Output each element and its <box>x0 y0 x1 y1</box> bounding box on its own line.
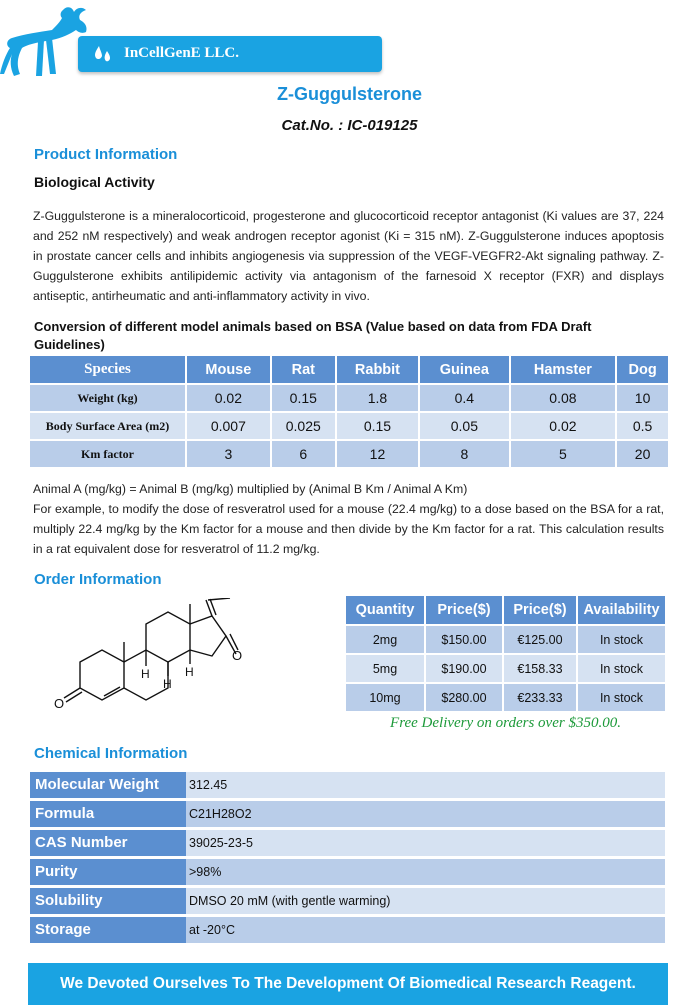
catalog-number: Cat.No. : IC-019125 <box>281 117 418 134</box>
order-info-heading: Order Information <box>34 571 162 588</box>
chem-label: Solubility <box>30 888 189 914</box>
price-header-row <box>346 596 665 624</box>
row-label-km: Km factor <box>30 441 185 467</box>
chem-row-formula <box>30 801 665 827</box>
table-cell: $280.00 <box>426 684 502 711</box>
bsa-header-mouse: Mouse <box>187 356 270 383</box>
table-row <box>30 441 668 467</box>
bio-activity-text: Z-Guggulsterone is a mineralocorticoid, progesterone and glucocorticoid receptor antagonist (Ki values are 37, 224 and 252 nM respectively) and weak androgen receptor agonist (Ki = 315 nM). Z-Guggulsterone induces apoptosis in prostate cancer cells and inhibits angiogenesis via suppression of the VEGF-VEGFR2-Akt signaling pathway. Z-Guggulsterone exhibits antilipidemic activity via antagonism of the farnesoid X receptor (FXR) and displays antiseptic, antirheumatic and anti-inflammatory activity in vivo. <box>33 209 664 303</box>
structure-label-o1: O <box>54 696 65 711</box>
chem-label: Formula <box>30 801 189 827</box>
structure-label-h1: H <box>141 667 150 681</box>
chem-row-storage <box>30 917 665 943</box>
row-label-weight: Weight (kg) <box>30 385 185 411</box>
table-cell: 0.02 <box>187 385 270 411</box>
table-cell: 0.08 <box>511 385 616 411</box>
chemical-structure-icon <box>40 598 255 728</box>
chemical-info-heading: Chemical Information <box>34 745 188 762</box>
goat-logo-icon <box>0 4 110 78</box>
table-cell: €125.00 <box>504 626 576 653</box>
table-cell: 3 <box>187 441 270 467</box>
table-cell: 12 <box>337 441 418 467</box>
table-row <box>346 655 665 682</box>
bio-activity-heading: Biological Activity <box>34 174 155 190</box>
bsa-header-dog: Dog <box>617 356 668 383</box>
free-delivery-note: Free Delivery on orders over $350.00. <box>390 715 621 731</box>
chem-value: at -20°C <box>186 917 665 943</box>
structure-label-h3: H <box>185 665 194 679</box>
table-cell: 8 <box>420 441 509 467</box>
table-cell: 20 <box>617 441 668 467</box>
chem-value: C21H28O2 <box>186 801 665 827</box>
bsa-header-rat: Rat <box>272 356 335 383</box>
water-drop-icon <box>92 42 114 66</box>
table-cell: 0.02 <box>511 413 616 439</box>
bsa-header-rabbit: Rabbit <box>337 356 418 383</box>
bsa-header-guinea: Guinea <box>420 356 509 383</box>
structure-label-h2: H <box>163 677 172 691</box>
table-cell: 0.4 <box>420 385 509 411</box>
product-info-heading: Product Information <box>34 146 178 163</box>
chem-row-molecular-weight <box>30 772 665 798</box>
table-cell: 5 <box>511 441 616 467</box>
table-cell: In stock <box>578 626 665 653</box>
footer-slogan: We Devoted Ourselves To The Development Of Biomedical Research Reagent. <box>60 975 636 992</box>
conversion-formula: Animal A (mg/kg) = Animal B (mg/kg) multiplied by (Animal B Km / Animal A Km) <box>33 482 468 496</box>
chem-row-cas-number <box>30 830 665 856</box>
chem-row-solubility <box>30 888 665 914</box>
structure-label-o2: O <box>232 648 243 663</box>
table-cell: 1.8 <box>337 385 418 411</box>
price-header-usd: Price($) <box>426 596 502 624</box>
table-cell: $150.00 <box>426 626 502 653</box>
table-cell: In stock <box>578 655 665 682</box>
table-cell: 6 <box>272 441 335 467</box>
bsa-conversion-table <box>28 354 670 469</box>
table-cell: 10mg <box>346 684 424 711</box>
table-cell: €233.33 <box>504 684 576 711</box>
product-title: Z-Guggulsterone <box>277 84 422 104</box>
table-cell: 2mg <box>346 626 424 653</box>
table-cell: In stock <box>578 684 665 711</box>
chem-label: Purity <box>30 859 189 885</box>
chem-label: Storage <box>30 917 189 943</box>
table-cell: 0.05 <box>420 413 509 439</box>
price-header-eur: Price($) <box>504 596 576 624</box>
price-header-quantity: Quantity <box>346 596 424 624</box>
chem-row-purity <box>30 859 665 885</box>
chem-value: 312.45 <box>186 772 665 798</box>
table-row <box>346 626 665 653</box>
bsa-header-species: Species <box>30 356 185 383</box>
row-label-bsa: Body Surface Area (m2) <box>30 413 185 439</box>
table-cell: 10 <box>617 385 668 411</box>
conversion-example: For example, to modify the dose of resveratrol used for a mouse (22.4 mg/kg) to a dose based on the BSA for a rat, multiply 22.4 mg/kg by the Km factor for a mouse and then divide by the Km factor for a rat. This calculation results in a rat equivalent dose for resveratrol of 11.2 mg/kg. <box>33 502 664 556</box>
table-cell: 0.007 <box>187 413 270 439</box>
table-cell: €158.33 <box>504 655 576 682</box>
table-cell: 0.5 <box>617 413 668 439</box>
chem-label: Molecular Weight <box>30 772 189 798</box>
company-name: InCellGenE LLC. <box>124 45 240 61</box>
chem-value: 39025-23-5 <box>186 830 665 856</box>
table-cell: 0.15 <box>272 385 335 411</box>
price-header-availability: Availability <box>578 596 665 624</box>
table-cell: 0.15 <box>337 413 418 439</box>
table-row <box>30 385 668 411</box>
chem-value: >98% <box>186 859 665 885</box>
chem-value: DMSO 20 mM (with gentle warming) <box>186 888 665 914</box>
price-table <box>344 594 667 713</box>
bsa-header-row <box>30 356 668 383</box>
table-row <box>30 413 668 439</box>
table-row <box>346 684 665 711</box>
table-cell: $190.00 <box>426 655 502 682</box>
chem-label: CAS Number <box>30 830 189 856</box>
table-cell: 5mg <box>346 655 424 682</box>
bsa-header-hamster: Hamster <box>511 356 616 383</box>
conversion-heading: Conversion of different model animals based on BSA (Value based on data from FDA Draft Guidelines) <box>34 319 592 352</box>
table-cell: 0.025 <box>272 413 335 439</box>
